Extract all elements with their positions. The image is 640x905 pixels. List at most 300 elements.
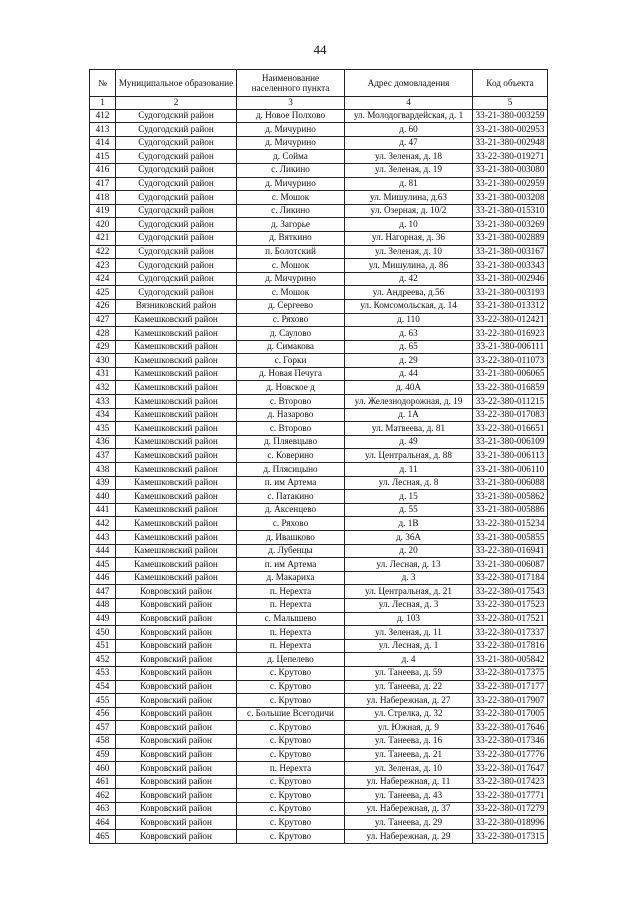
municipality-cell: Камешковский район: [116, 503, 237, 517]
column-number-row: [90, 97, 548, 110]
address-cell: д. 4: [345, 653, 473, 667]
object-code-cell: 33-21-380-013312: [473, 299, 548, 313]
table-row: [90, 707, 548, 721]
settlement-cell: с. Ликино: [237, 204, 345, 218]
address-cell: ул. Танеева, д. 22: [345, 680, 473, 694]
municipality-cell: Камешковский район: [116, 435, 237, 449]
municipality-cell: Ковровский район: [116, 694, 237, 708]
settlement-cell: п. Нерехта: [237, 626, 345, 640]
municipality-cell: Судогодский район: [116, 204, 237, 218]
municipality-cell: Судогодский район: [116, 123, 237, 137]
municipality-cell: Вязниковский район: [116, 299, 237, 313]
settlement-cell: д. Симакова: [237, 340, 345, 354]
row-number-cell: 430: [90, 354, 116, 368]
row-number-cell: 451: [90, 639, 116, 653]
row-number-cell: 434: [90, 408, 116, 422]
row-number-cell: 442: [90, 517, 116, 531]
table-row: [90, 150, 548, 164]
address-cell: ул. Нагорная, д. 36: [345, 231, 473, 245]
address-cell: ул. Железнодорожная, д. 19: [345, 395, 473, 409]
object-code-cell: 33-22-380-017375: [473, 666, 548, 680]
settlement-cell: с. Мошок: [237, 259, 345, 273]
object-code-cell: 33-22-380-017816: [473, 639, 548, 653]
object-code-cell: 33-21-380-003193: [473, 286, 548, 300]
address-cell: д. 81: [345, 177, 473, 191]
settlement-cell: с. Крутово: [237, 734, 345, 748]
municipality-cell: Камешковский район: [116, 571, 237, 585]
municipality-cell: Камешковский район: [116, 340, 237, 354]
settlement-cell: д. Пляевцыво: [237, 435, 345, 449]
table-row: [90, 653, 548, 667]
column-number: 3: [237, 97, 345, 110]
table-row: [90, 272, 548, 286]
table-row: [90, 204, 548, 218]
table-row: [90, 367, 548, 381]
municipality-cell: Ковровский район: [116, 748, 237, 762]
municipality-cell: Судогодский район: [116, 150, 237, 164]
settlement-cell: п. Нерехта: [237, 639, 345, 653]
settlement-cell: с. Ряхово: [237, 517, 345, 531]
address-cell: д. 103: [345, 612, 473, 626]
address-cell: д. 60: [345, 123, 473, 137]
object-code-cell: 33-21-380-002948: [473, 136, 548, 150]
table-row: [90, 286, 548, 300]
settlement-cell: д. Загорье: [237, 218, 345, 232]
settlement-cell: с. Крутово: [237, 694, 345, 708]
row-number-cell: 446: [90, 571, 116, 585]
table-row: [90, 666, 548, 680]
settlement-cell: с. Крутово: [237, 748, 345, 762]
municipality-cell: Ковровский район: [116, 666, 237, 680]
row-number-cell: 418: [90, 191, 116, 205]
object-code-cell: 33-21-380-006088: [473, 476, 548, 490]
municipality-cell: Ковровский район: [116, 816, 237, 830]
address-cell: ул. Зеленая, д. 18: [345, 150, 473, 164]
row-number-cell: 457: [90, 721, 116, 735]
settlement-cell: д. Вяткино: [237, 231, 345, 245]
settlement-cell: с. Крутово: [237, 775, 345, 789]
table-row: [90, 449, 548, 463]
settlement-cell: с. Патакино: [237, 490, 345, 504]
settlement-cell: с. Большие Всегодичи: [237, 707, 345, 721]
address-cell: д. 1В: [345, 517, 473, 531]
object-code-cell: 33-22-380-017647: [473, 762, 548, 776]
municipality-cell: Ковровский район: [116, 626, 237, 640]
settlement-cell: д. Мичурино: [237, 272, 345, 286]
object-code-cell: 33-21-380-006065: [473, 367, 548, 381]
table-row: [90, 762, 548, 776]
header-number: №: [90, 70, 116, 97]
table-row: [90, 626, 548, 640]
row-number-cell: 449: [90, 612, 116, 626]
address-cell: ул. Центральная, д. 88: [345, 449, 473, 463]
address-cell: ул. Зеленая, д. 10: [345, 245, 473, 259]
address-cell: д. 29: [345, 354, 473, 368]
settlement-cell: с. Крутово: [237, 721, 345, 735]
table-row: [90, 422, 548, 436]
table-row: [90, 734, 548, 748]
table-row: [90, 476, 548, 490]
table-row: [90, 231, 548, 245]
address-cell: ул. Танеева, д. 59: [345, 666, 473, 680]
municipality-cell: Камешковский район: [116, 476, 237, 490]
address-cell: ул. Молодогвардейская, д. 1: [345, 109, 473, 123]
table-row: [90, 313, 548, 327]
row-number-cell: 441: [90, 503, 116, 517]
object-code-cell: 33-22-380-017523: [473, 598, 548, 612]
row-number-cell: 423: [90, 259, 116, 273]
object-code-cell: 33-22-380-017184: [473, 571, 548, 585]
municipality-cell: Камешковский район: [116, 531, 237, 545]
row-number-cell: 462: [90, 789, 116, 803]
object-code-cell: 33-21-380-005886: [473, 503, 548, 517]
settlement-cell: п. им Артема: [237, 558, 345, 572]
object-code-cell: 33-22-380-011215: [473, 395, 548, 409]
row-number-cell: 440: [90, 490, 116, 504]
municipality-cell: Судогодский район: [116, 231, 237, 245]
object-code-cell: 33-22-380-017521: [473, 612, 548, 626]
row-number-cell: 417: [90, 177, 116, 191]
object-code-cell: 33-22-380-018996: [473, 816, 548, 830]
table-row: [90, 775, 548, 789]
table-row: [90, 177, 548, 191]
settlement-cell: с. Крутово: [237, 680, 345, 694]
address-cell: ул. Озерная, д. 10/2: [345, 204, 473, 218]
table-row: [90, 218, 548, 232]
row-number-cell: 425: [90, 286, 116, 300]
settlement-cell: с. Мошок: [237, 191, 345, 205]
settlement-cell: с. Коверино: [237, 449, 345, 463]
address-cell: д. 44: [345, 367, 473, 381]
municipality-cell: Камешковский район: [116, 422, 237, 436]
row-number-cell: 433: [90, 395, 116, 409]
row-number-cell: 414: [90, 136, 116, 150]
object-code-cell: 33-21-380-006110: [473, 463, 548, 477]
settlement-cell: д. Мичурино: [237, 177, 345, 191]
row-number-cell: 429: [90, 340, 116, 354]
municipality-cell: Ковровский район: [116, 585, 237, 599]
object-code-cell: 33-22-380-011073: [473, 354, 548, 368]
address-cell: д. 40А: [345, 381, 473, 395]
settlement-cell: п. Болотский: [237, 245, 345, 259]
address-cell: д. 63: [345, 327, 473, 341]
object-code-cell: 33-21-380-003259: [473, 109, 548, 123]
header-object-code: Код объекта: [473, 70, 548, 97]
row-number-cell: 426: [90, 299, 116, 313]
settlement-cell: с. Горки: [237, 354, 345, 368]
address-cell: д. 10: [345, 218, 473, 232]
row-number-cell: 450: [90, 626, 116, 640]
row-number-cell: 424: [90, 272, 116, 286]
address-cell: д. 1А: [345, 408, 473, 422]
address-cell: д. 49: [345, 435, 473, 449]
settlement-cell: с. Второво: [237, 422, 345, 436]
address-cell: ул. Лесная, д. 8: [345, 476, 473, 490]
table-row: [90, 490, 548, 504]
address-cell: д. 110: [345, 313, 473, 327]
row-number-cell: 454: [90, 680, 116, 694]
registry-table: [89, 69, 548, 844]
object-code-cell: 33-22-380-015234: [473, 517, 548, 531]
row-number-cell: 445: [90, 558, 116, 572]
settlement-cell: д. Цепелево: [237, 653, 345, 667]
municipality-cell: Камешковский район: [116, 381, 237, 395]
address-cell: д. 47: [345, 136, 473, 150]
settlement-cell: с. Крутово: [237, 789, 345, 803]
address-cell: ул. Лесная, д. 13: [345, 558, 473, 572]
municipality-cell: Ковровский район: [116, 775, 237, 789]
table-row: [90, 571, 548, 585]
municipality-cell: Судогодский район: [116, 191, 237, 205]
object-code-cell: 33-22-380-017776: [473, 748, 548, 762]
address-cell: ул. Танеева, д. 29: [345, 816, 473, 830]
address-cell: ул. Набережная, д. 11: [345, 775, 473, 789]
municipality-cell: Камешковский район: [116, 544, 237, 558]
municipality-cell: Судогодский район: [116, 163, 237, 177]
object-code-cell: 33-21-380-002889: [473, 231, 548, 245]
municipality-cell: Камешковский район: [116, 449, 237, 463]
table-row: [90, 517, 548, 531]
address-cell: д. 15: [345, 490, 473, 504]
municipality-cell: Камешковский район: [116, 463, 237, 477]
address-cell: ул. Стрелка, д. 32: [345, 707, 473, 721]
row-number-cell: 416: [90, 163, 116, 177]
table-row: [90, 381, 548, 395]
address-cell: ул. Зеленая, д. 11: [345, 626, 473, 640]
address-cell: ул. Лесная, д. 1: [345, 639, 473, 653]
settlement-cell: д. Мичурино: [237, 123, 345, 137]
settlement-cell: с. Крутово: [237, 666, 345, 680]
municipality-cell: Судогодский район: [116, 245, 237, 259]
settlement-cell: с. Ликино: [237, 163, 345, 177]
settlement-cell: п. им Артема: [237, 476, 345, 490]
object-code-cell: 33-21-380-006109: [473, 435, 548, 449]
municipality-cell: Камешковский район: [116, 367, 237, 381]
object-code-cell: 33-22-380-017005: [473, 707, 548, 721]
object-code-cell: 33-21-380-003167: [473, 245, 548, 259]
table-row: [90, 816, 548, 830]
row-number-cell: 448: [90, 598, 116, 612]
municipality-cell: Ковровский район: [116, 789, 237, 803]
municipality-cell: Судогодский район: [116, 136, 237, 150]
row-number-cell: 428: [90, 327, 116, 341]
table-row: [90, 408, 548, 422]
address-cell: ул. Мишулина, д. 86: [345, 259, 473, 273]
row-number-cell: 419: [90, 204, 116, 218]
row-number-cell: 459: [90, 748, 116, 762]
object-code-cell: 33-22-380-017771: [473, 789, 548, 803]
address-cell: ул. Мишулина, д.63: [345, 191, 473, 205]
column-number: 1: [90, 97, 116, 110]
row-number-cell: 413: [90, 123, 116, 137]
settlement-cell: д. Ивашково: [237, 531, 345, 545]
address-cell: д. 36А: [345, 531, 473, 545]
address-cell: ул. Зеленая, д. 19: [345, 163, 473, 177]
settlement-cell: д. Мичурино: [237, 136, 345, 150]
row-number-cell: 421: [90, 231, 116, 245]
settlement-cell: д. Сергеево: [237, 299, 345, 313]
object-code-cell: 33-21-380-005855: [473, 531, 548, 545]
object-code-cell: 33-21-380-006113: [473, 449, 548, 463]
table-row: [90, 109, 548, 123]
table-row: [90, 259, 548, 273]
object-code-cell: 33-22-380-017279: [473, 802, 548, 816]
settlement-cell: д. Новское д: [237, 381, 345, 395]
row-number-cell: 431: [90, 367, 116, 381]
column-number: 4: [345, 97, 473, 110]
settlement-cell: д. Макариха: [237, 571, 345, 585]
municipality-cell: Ковровский район: [116, 762, 237, 776]
municipality-cell: Судогодский район: [116, 218, 237, 232]
address-cell: д. 20: [345, 544, 473, 558]
address-cell: ул. Набережная, д. 27: [345, 694, 473, 708]
address-cell: д. 42: [345, 272, 473, 286]
municipality-cell: Судогодский район: [116, 272, 237, 286]
object-code-cell: 33-22-380-017083: [473, 408, 548, 422]
object-code-cell: 33-22-380-016651: [473, 422, 548, 436]
settlement-cell: д. Плясицыно: [237, 463, 345, 477]
settlement-cell: д. Назарово: [237, 408, 345, 422]
row-number-cell: 443: [90, 531, 116, 545]
settlement-cell: с. Крутово: [237, 816, 345, 830]
object-code-cell: 33-22-380-017346: [473, 734, 548, 748]
object-code-cell: 33-22-380-017177: [473, 680, 548, 694]
address-cell: ул. Южная, д. 9: [345, 721, 473, 735]
object-code-cell: 33-21-380-006111: [473, 340, 548, 354]
settlement-cell: д. Лубенцы: [237, 544, 345, 558]
settlement-cell: с. Малышево: [237, 612, 345, 626]
settlement-cell: с. Крутово: [237, 802, 345, 816]
object-code-cell: 33-22-380-017907: [473, 694, 548, 708]
table-row: [90, 748, 548, 762]
settlement-cell: д. Сойма: [237, 150, 345, 164]
table-row: [90, 163, 548, 177]
object-code-cell: 33-22-380-017315: [473, 830, 548, 844]
municipality-cell: Ковровский район: [116, 612, 237, 626]
table-row: [90, 340, 548, 354]
settlement-cell: д. Новая Печуга: [237, 367, 345, 381]
object-code-cell: 33-22-380-016859: [473, 381, 548, 395]
municipality-cell: Камешковский район: [116, 395, 237, 409]
address-cell: ул. Танеева, д. 21: [345, 748, 473, 762]
row-number-cell: 447: [90, 585, 116, 599]
table-row: [90, 136, 548, 150]
municipality-cell: Судогодский район: [116, 259, 237, 273]
table-row: [90, 327, 548, 341]
address-cell: д. 65: [345, 340, 473, 354]
address-cell: д. 11: [345, 463, 473, 477]
municipality-cell: Камешковский район: [116, 327, 237, 341]
municipality-cell: Камешковский район: [116, 490, 237, 504]
row-number-cell: 438: [90, 463, 116, 477]
settlement-cell: д. Саулово: [237, 327, 345, 341]
settlement-cell: п. Нерехта: [237, 762, 345, 776]
object-code-cell: 33-21-380-003208: [473, 191, 548, 205]
row-number-cell: 463: [90, 802, 116, 816]
object-code-cell: 33-21-380-005862: [473, 490, 548, 504]
municipality-cell: Ковровский район: [116, 721, 237, 735]
column-number: 5: [473, 97, 548, 110]
row-number-cell: 415: [90, 150, 116, 164]
table-row: [90, 299, 548, 313]
municipality-cell: Судогодский район: [116, 109, 237, 123]
object-code-cell: 33-22-380-017337: [473, 626, 548, 640]
object-code-cell: 33-22-380-019271: [473, 150, 548, 164]
object-code-cell: 33-21-380-002946: [473, 272, 548, 286]
row-number-cell: 420: [90, 218, 116, 232]
address-cell: ул. Танеева, д. 43: [345, 789, 473, 803]
settlement-cell: с. Мошок: [237, 286, 345, 300]
object-code-cell: 33-21-380-002959: [473, 177, 548, 191]
table-row: [90, 503, 548, 517]
table-row: [90, 598, 548, 612]
address-cell: ул. Набережная, д. 29: [345, 830, 473, 844]
table-row: [90, 544, 548, 558]
header-address: Адрес домовладения: [345, 70, 473, 97]
header-municipality: Муниципальное образование: [116, 70, 237, 97]
table-body: [90, 109, 548, 843]
settlement-cell: п. Нерехта: [237, 598, 345, 612]
address-cell: ул. Центральная, д. 21: [345, 585, 473, 599]
row-number-cell: 422: [90, 245, 116, 259]
table-row: [90, 830, 548, 844]
address-cell: ул. Комсомольская, д. 14: [345, 299, 473, 313]
row-number-cell: 458: [90, 734, 116, 748]
row-number-cell: 452: [90, 653, 116, 667]
municipality-cell: Ковровский район: [116, 653, 237, 667]
municipality-cell: Ковровский район: [116, 802, 237, 816]
row-number-cell: 455: [90, 694, 116, 708]
object-code-cell: 33-21-380-002953: [473, 123, 548, 137]
address-cell: д. 55: [345, 503, 473, 517]
row-number-cell: 436: [90, 435, 116, 449]
table-row: [90, 639, 548, 653]
table-row: [90, 612, 548, 626]
object-code-cell: 33-21-380-005842: [473, 653, 548, 667]
object-code-cell: 33-22-380-016923: [473, 327, 548, 341]
table-row: [90, 789, 548, 803]
settlement-cell: с. Второво: [237, 395, 345, 409]
settlement-cell: с. Ряхово: [237, 313, 345, 327]
table-row: [90, 191, 548, 205]
table-row: [90, 354, 548, 368]
row-number-cell: 464: [90, 816, 116, 830]
row-number-cell: 465: [90, 830, 116, 844]
table-row: [90, 585, 548, 599]
row-number-cell: 444: [90, 544, 116, 558]
row-number-cell: 437: [90, 449, 116, 463]
object-code-cell: 33-21-380-006087: [473, 558, 548, 572]
object-code-cell: 33-22-380-016941: [473, 544, 548, 558]
header-settlement: Наименование населенного пункта: [237, 70, 345, 97]
municipality-cell: Ковровский район: [116, 707, 237, 721]
table-row: [90, 245, 548, 259]
municipality-cell: Судогодский район: [116, 177, 237, 191]
object-code-cell: 33-22-380-017543: [473, 585, 548, 599]
row-number-cell: 460: [90, 762, 116, 776]
municipality-cell: Камешковский район: [116, 354, 237, 368]
row-number-cell: 435: [90, 422, 116, 436]
row-number-cell: 461: [90, 775, 116, 789]
object-code-cell: 33-21-380-003343: [473, 259, 548, 273]
address-cell: ул. Андреева, д.56: [345, 286, 473, 300]
municipality-cell: Ковровский район: [116, 680, 237, 694]
object-code-cell: 33-21-380-015310: [473, 204, 548, 218]
row-number-cell: 453: [90, 666, 116, 680]
row-number-cell: 427: [90, 313, 116, 327]
table-row: [90, 694, 548, 708]
table-row: [90, 395, 548, 409]
